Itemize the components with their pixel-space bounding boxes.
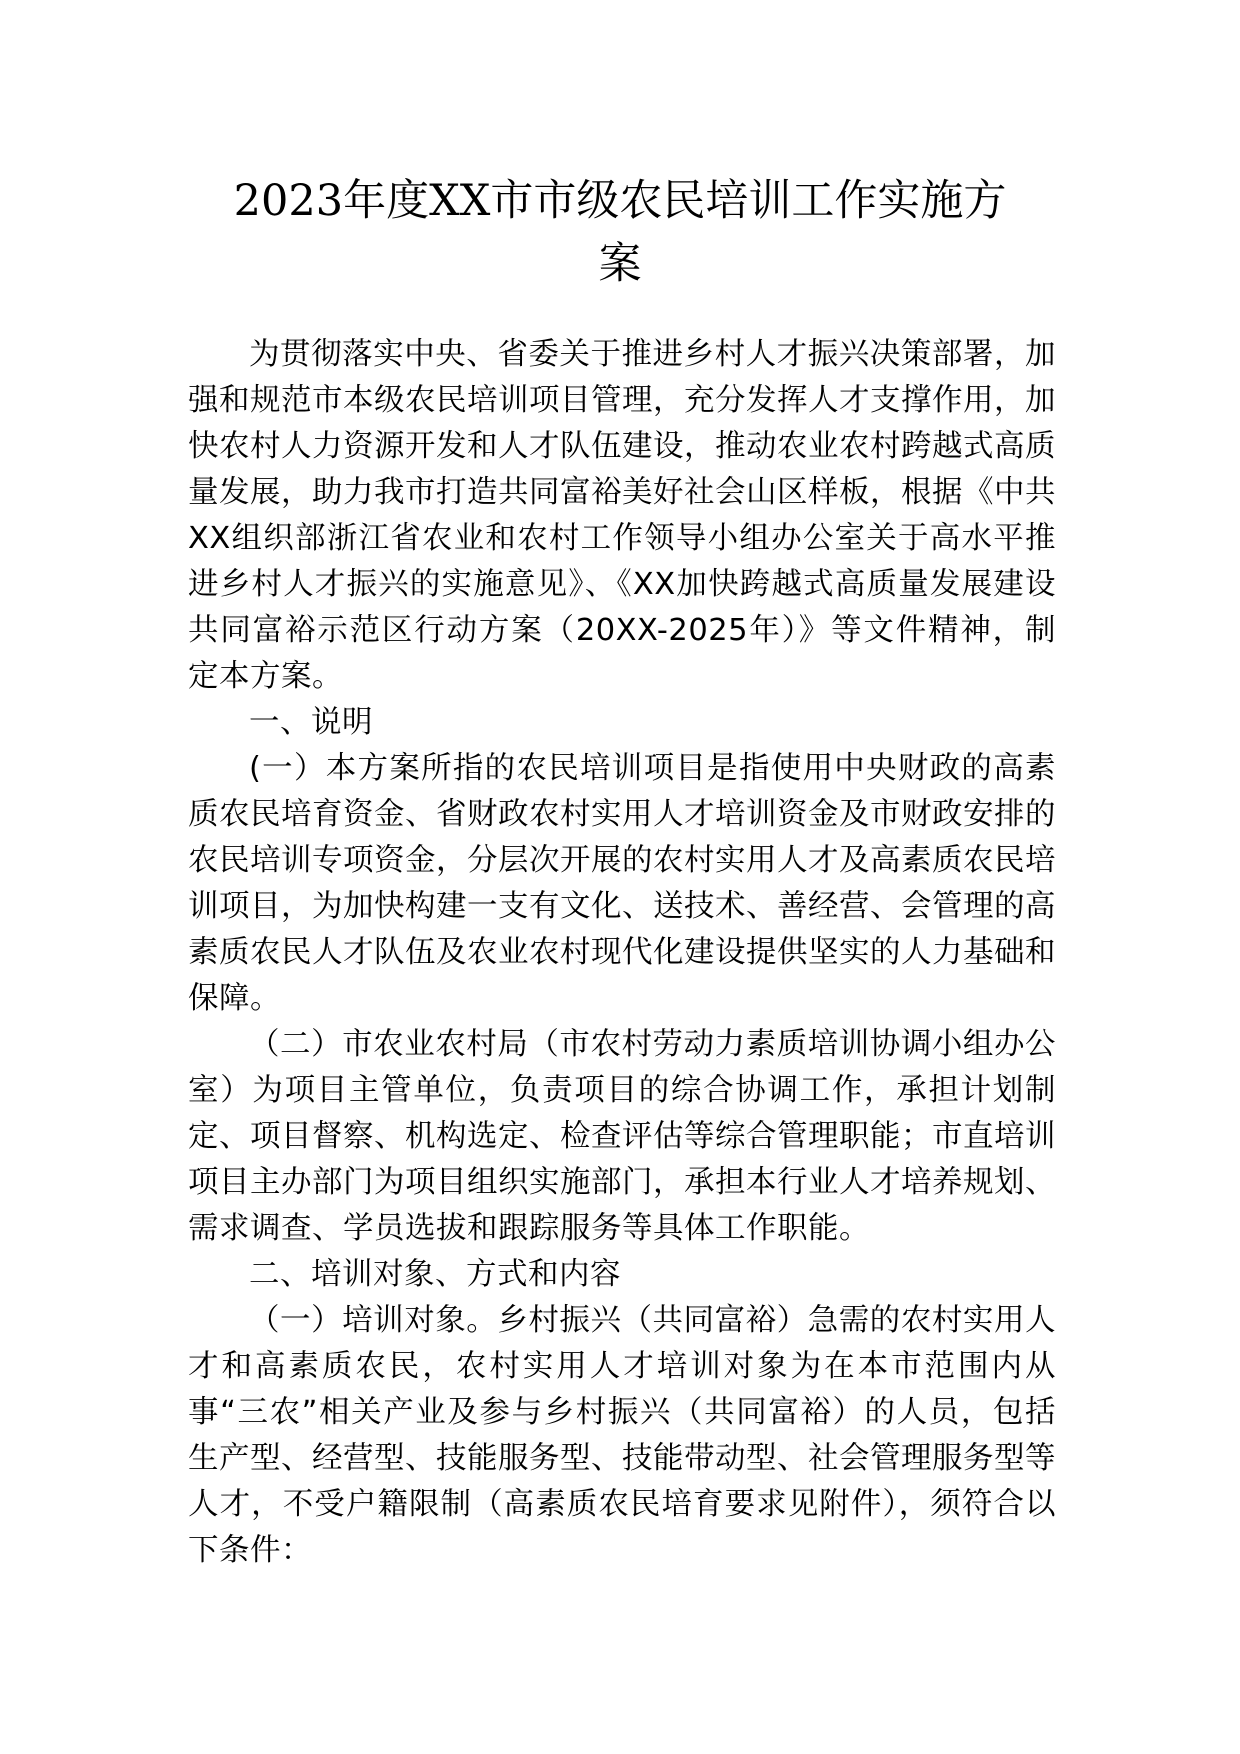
training-target-paragraph: （一）培训对象。乡村振兴（共同富裕）急需的农村实用人才和高素质农民，农村实用人才培训对象为在本市范围内从事“三农”相关产业及参与乡村振兴（共同富裕）的人员，包括生产型、经营型、技能服务型、技能带动型、社会管理服务型等人才，不受户籍限制（高素质农民培育要求见附件），须符合以下条件： (188, 1303, 1056, 1568)
intro-paragraph: 为贯彻落实中央、省委关于推进乡村人才振兴决策部署，加强和规范市本级农民培训项目管理，充分发挥人才支撑作用，加快农村人力资源开发和人才队伍建设，推动农业农村跨越式高质量发展，助力我市打造共同富裕美好社会山区样板，根据《中共XX组织部浙江省农业和农村工作领导小组办公室关于高水平推进乡村人才振兴的实施意见》、《XX加快跨越式高质量发展建设共同富裕示范区行动方案（20XX-2025年）》等文件精神，制定本方案。 (188, 337, 1056, 694)
section-heading-explanation: 一、说明 (249, 705, 373, 740)
document-title-line1: 2023年度XX市市级农民培训工作实施方 (233, 176, 1007, 226)
section-heading-training: 二、培训对象、方式和内容 (249, 1257, 621, 1292)
document-body (188, 332, 1056, 1574)
document-title-line2: 案 (598, 239, 642, 289)
explanation-item-2: （二）市农业农村局（市农村劳动力素质培训协调小组办公室）为项目主管单位，负责项目的综合协调工作，承担计划制定、项目督察、机构选定、检查评估等综合管理职能；市直培训项目主办部门为项目组织实施部门，承担本行业人才培养规划、需求调查、学员选拔和跟踪服务等具体工作职能。 (188, 1027, 1056, 1246)
explanation-item-1: (一）本方案所指的农民培训项目是指使用中央财政的高素质农民培育资金、省财政农村实用人才培训资金及市财政安排的农民培训专项资金，分层次开展的农村实用人才及高素质农民培训项目，为加快构建一支有文化、送技术、善经营、会管理的高素质农民人才队伍及农业农村现代化建设提供坚实的人力基础和保障。 (188, 751, 1056, 1016)
